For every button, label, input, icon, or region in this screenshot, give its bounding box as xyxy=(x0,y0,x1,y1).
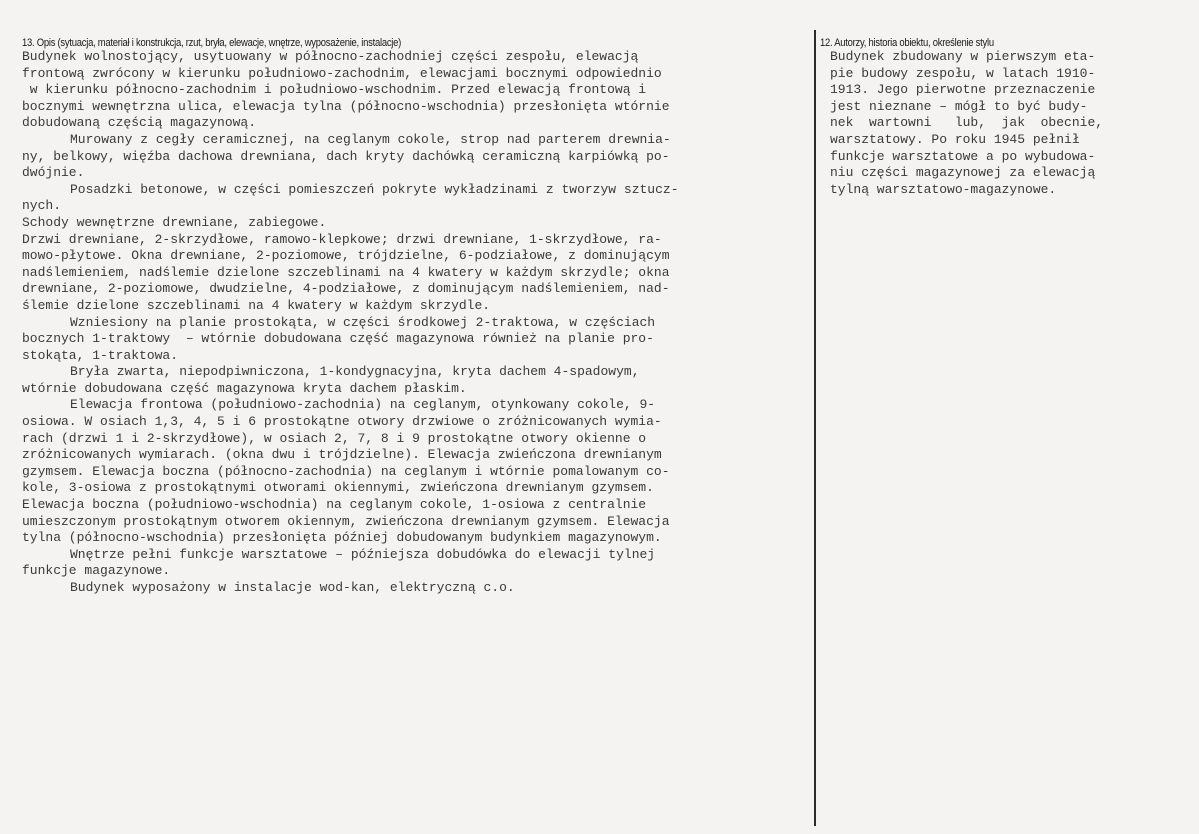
text-line: Drzwi drewniane, 2-skrzydłowe, ramowo-klepkowe; drzwi drewniane, 1-skrzydłowe, ra- xyxy=(22,231,662,247)
text-line: Posadzki betonowe, w części pomieszczeń pokryte wykładzinami z tworzyw sztucz- xyxy=(70,181,679,197)
text-line: Wnętrze pełni funkcje warsztatowe – późniejsza dobudówka do elewacji tylnej xyxy=(70,546,656,562)
section-12-history xyxy=(830,49,1160,198)
text-line: Murowany z cegły ceramicznej, na ceglanym cokole, strop nad parterem drewnia- xyxy=(70,131,671,147)
text-line: zróżnicowanych wymiarach. (okna dwu i trójdzielne). Elewacja zwieńczona drewnianym xyxy=(22,447,662,463)
text-line: nadślemieniem, nadślemie dzielone szczeblinami na 4 kwatery w każdym skrzydle; okna xyxy=(22,264,670,280)
text-line: dwójnie. xyxy=(22,165,85,181)
text-line: niu części magazynowej za elewacją xyxy=(830,165,1096,181)
text-line: Elewacja frontowa (południowo-zachodnia) na ceglanym, otynkowany cokole, 9- xyxy=(70,397,656,413)
text-line: pie budowy zespołu, w latach 1910- xyxy=(830,65,1096,81)
text-line: osiowa. W osiach 1,3, 4, 5 i 6 prostokątne otwory drzwiowe o zróżnicowanych wymia- xyxy=(22,414,662,430)
text-line: stokąta, 1-traktowa. xyxy=(22,347,179,363)
text-line: nych. xyxy=(22,198,62,214)
text-line: bocznych 1-traktowy – wtórnie dobudowana część magazynowa również na planie pro- xyxy=(22,331,654,347)
section-13-heading: 13. Opis (sytuacja, materiał i konstrukcja, rzut, bryła, elewacje, wnętrze, wyposażenie, instalacje) xyxy=(22,37,402,49)
section-13-description xyxy=(22,49,802,597)
column-divider xyxy=(814,30,816,826)
text-line: nek wartowni lub, jak obecnie, xyxy=(830,115,1104,131)
text-line: gzymsem. Elewacja boczna (północno-zachodnia) na ceglanym i wtórnie pomalowanym co- xyxy=(22,463,670,479)
text-line: bocznymi wewnętrzna ulica, elewacja tylna (północno-wschodnia) przesłonięta wtórnie xyxy=(22,98,670,114)
text-line: funkcje magazynowe. xyxy=(22,563,171,579)
text-line: Budynek wolnostojący, usytuowany w północno-zachodniej części zespołu, elewacją xyxy=(22,49,639,64)
text-line: Elewacja boczna (południowo-wschodnia) na ceglanym cokole, 1-osiowa z centralnie xyxy=(22,497,647,513)
text-line: ny, belkowy, więźba dachowa drewniana, dach kryty dachówką ceramiczną karpiówką po- xyxy=(22,148,670,164)
section-12-heading: 12. Autorzy, historia obiektu, określenie stylu xyxy=(820,37,994,49)
text-line: tylna (północno-wschodnia) przesłonięta później dobudowanym budynkiem magazynowym. xyxy=(22,530,662,546)
text-line: tylną warsztatowo-magazynowe. xyxy=(830,181,1057,197)
text-line: wtórnie dobudowana część magazynowa kryta dachem płaskim. xyxy=(22,380,467,396)
text-line: ślemie dzielone szczeblinami na 4 kwatery w każdym skrzydle. xyxy=(22,297,491,313)
text-line: rach (drzwi 1 i 2-skrzydłowe), w osiach 2, 7, 8 i 9 prostokątne otwory okienne o xyxy=(22,430,647,446)
text-line: Schody wewnętrzne drewniane, zabiegowe. xyxy=(22,214,327,230)
text-line: Bryła zwarta, niepodpiwniczona, 1-kondygnacyjna, kryta dachem 4-spadowym, xyxy=(70,364,640,380)
text-line: Budynek wyposażony w instalacje wod-kan, elektryczną c.o. xyxy=(70,580,515,595)
text-line: umieszczonym prostokątnym otworem okiennym, zwieńczona drewnianym gzymsem. Elewacja xyxy=(22,513,670,529)
text-line: jest nieznane – mógł to być budy- xyxy=(830,98,1088,114)
text-line: drewniane, 2-poziomowe, dwudzielne, 4-podziałowe, z dominującym nadślemieniem, nad- xyxy=(22,281,670,297)
text-line: Wzniesiony na planie prostokąta, w części środkowej 2-traktowa, w częściach xyxy=(70,314,656,330)
text-line: w kierunku północno-zachodnim i południowo-wschodnim. Przed elewacją frontową i xyxy=(22,82,647,98)
text-line: frontową zwrócony w kierunku południowo-zachodnim, elewacjami bocznymi odpowiednio xyxy=(22,65,662,81)
text-line: kole, 3-osiowa z prostokątnymi otworami okiennymi, zwieńczona drewnianym gzymsem. xyxy=(22,480,654,496)
text-line: dobudowaną częścią magazynową. xyxy=(22,115,257,131)
text-line: mowo-płytowe. Okna drewniane, 2-poziomowe, trójdzielne, 6-podziałowe, z dominującym xyxy=(22,248,670,264)
text-line: Budynek zbudowany w pierwszym eta- xyxy=(830,49,1096,64)
text-line: warsztatowy. Po roku 1945 pełnił xyxy=(830,131,1080,147)
text-line: 1913. Jego pierwotne przeznaczenie xyxy=(830,82,1096,98)
text-line: funkcje warsztatowe a po wybudowa- xyxy=(830,148,1096,164)
